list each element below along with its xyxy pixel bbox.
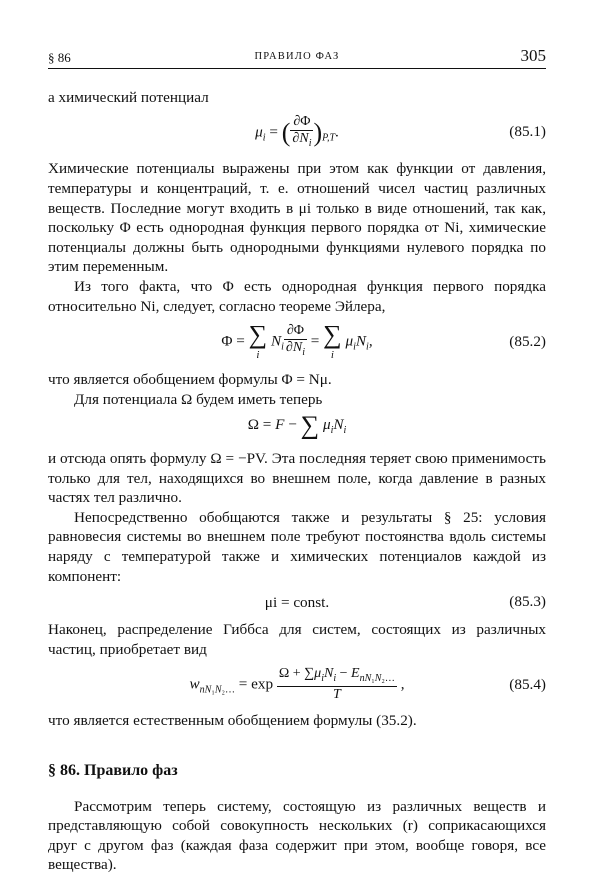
paragraph-1: Химические потенциалы выражены при этом как функции от давления, температуры и концентраций, т. е. отношений чисел частиц различных веществ. Последние могут входить в μi только в виде отношений, так как, поскольку Φ есть однородная функция первого порядка от Ni, химические потенциалы должны быть однородными функциями нулевого порядка по этим переменным. [48, 160, 546, 276]
equation-85-2 [48, 322, 546, 362]
page-body [48, 88, 546, 875]
paragraph-6: Непосредственно обобщаются также и результаты § 25: условия равновесия системы во внешнем поле требуют постоянства вдоль системы наряду с температурой также и химических потенциалов каждой из компонент: [48, 508, 546, 585]
equation-omega [48, 411, 546, 441]
section-heading: § 86. Правило фаз [48, 762, 178, 779]
equation-85-3-formula: μi = const. [264, 593, 330, 611]
intro-text: а химический потенциал [48, 89, 209, 106]
paragraph-7: Наконец, распределение Гиббса для систем, состоящих из различных частиц, приобретает вид [48, 621, 546, 659]
equation-85-4-formula: $w_{nN_1N_2\dots} = \exp$ $\frac{\Omega + \sum\mu_iN_i - E_{nN_1N_2\dots}}{T}$ , [189, 665, 405, 703]
paragraph-3: что является обобщением формулы Φ = Nμ. [48, 371, 332, 389]
equation-number: (85.3) [509, 593, 546, 611]
header-title: ПРАВИЛО ФАЗ [254, 51, 340, 62]
equation-number: (85.4) [509, 675, 546, 693]
equation-85-2-formula: Φ = ∑ i $N_i$ $\frac{\partial\Phi}{\partial N_i}$ = ∑ i $\mu_iN_i$, [221, 320, 373, 362]
paragraph-4: Для потенциала Ω будем иметь теперь [74, 390, 323, 408]
paragraph-8: что является естественным обобщением формулы (35.2). [48, 712, 417, 730]
paragraph-2: Из того факта, что Φ есть однородная функция первого порядка относительно Ni, следует, согласно теореме Эйлера, [48, 277, 546, 315]
equation-85-4 [48, 666, 546, 704]
equation-omega-formula: Ω = F − ∑ $\mu_iN_i$ [247, 411, 347, 441]
header-rule [48, 68, 546, 69]
paragraph-5: и отсюда опять формулу Ω = −PV. Эта последняя теряет свою применимость только для тел, находящихся во внешнем поле, когда давление в разных частях тел различно. [48, 449, 546, 507]
page-number: 305 [520, 46, 546, 65]
equation-85-1-formula: $\mu_i$ = ( $\frac{\partial\Phi}{\partial N_i}$ )$_{P,T}$. [255, 113, 339, 149]
equation-number: (85.1) [509, 123, 546, 141]
running-header [48, 46, 546, 68]
equation-number: (85.2) [509, 333, 546, 351]
header-section: § 86 [48, 50, 71, 65]
equation-85-3 [48, 592, 546, 612]
paragraph-9: Рассмотрим теперь систему, состоящую из различных веществ и представляющую собой совокупность нескольких (r) соприкасающихся друг с другом фаз (каждая фаза содержит при этом, вообще говоря, все вещества). [48, 797, 546, 874]
equation-85-1 [48, 114, 546, 152]
